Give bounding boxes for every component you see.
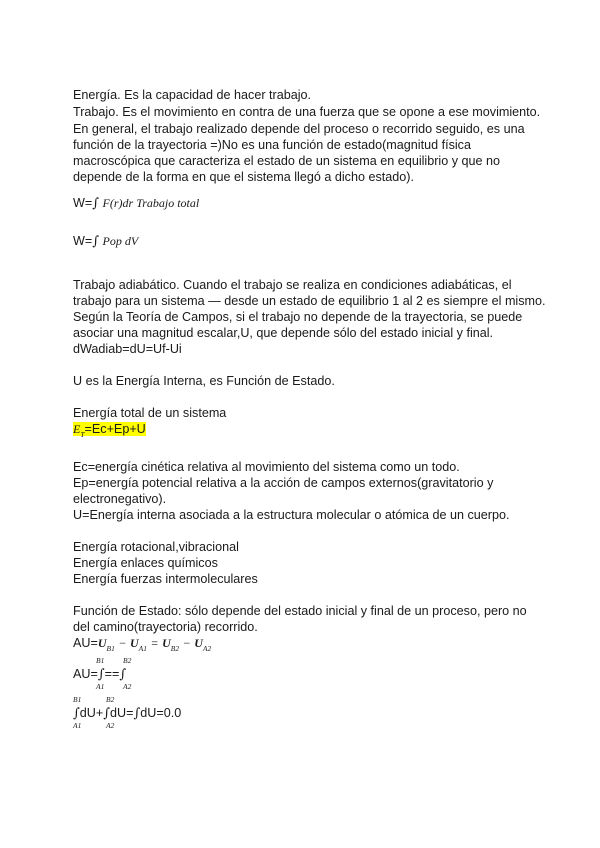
paragraph-general-line3: macroscópica que caracteriza el estado de un sistema en equilibrio y que no	[73, 154, 501, 168]
paragraph-energia: Energía. Es la capacidad de hacer trabajo.	[73, 88, 312, 102]
paragraph-general-line4: depende de la forma en que el sistema llegó a dicho estado).	[73, 170, 414, 184]
paragraph-adiabatico-line4: asociar una magnitud escalar,U, que depende sólo del estado inicial y final.	[73, 326, 494, 340]
paragraph-trabajo: Trabajo. Es el movimiento en contra de una fuerza que se opone a ese movimiento.	[73, 105, 541, 119]
formula-et-rhs: =Ec+Ep+U	[84, 422, 146, 436]
paragraph-u-def: U=Energía interna asociada a la estructura molecular o atómica de un cuerpo.	[73, 508, 510, 522]
paragraph-general-line1: En general, el trabajo realizado depende del proceso o recorrido seguido, es una	[73, 122, 525, 136]
paragraph-energia-total: Energía total de un sistema	[73, 406, 227, 420]
integral-sign: ∫	[92, 234, 100, 249]
paragraph-ep-line1: Ep=energía potencial relativa a la acción de campos externos(gravitatorio y	[73, 476, 494, 490]
formula-au1-lhs: AU=	[73, 636, 98, 650]
list-item-rotacional: Energía rotacional,vibracional	[73, 540, 239, 554]
limit-lower-a1: A1	[73, 721, 82, 730]
formula-du-eq: dU=	[110, 706, 134, 720]
highlighted-formula	[73, 422, 146, 439]
minus-sign: −	[182, 636, 191, 650]
minus-sign: −	[118, 636, 127, 650]
integral-sign: ∫	[119, 667, 127, 682]
paragraph-ep-line2: electronegativo).	[73, 492, 167, 506]
integral-sign: ∫	[133, 706, 141, 721]
paragraph-general-line2: función de la trayectoria =)No es una función de estado(magnitud física	[73, 138, 471, 152]
list-item-fuerzas: Energía fuerzas intermoleculares	[73, 572, 258, 586]
paragraph-adiabatico-line5: dWadiab=dU=Uf-Ui	[73, 342, 182, 356]
formula-w2-lhs: W=	[73, 234, 93, 248]
formula-au2-mid: ==	[104, 667, 120, 681]
integral-sign: ∫	[103, 706, 111, 721]
paragraph-adiabatico-line3: Según la Teoría de Campos, si el trabajo no depende de la trayectoria, se puede	[73, 310, 523, 324]
subscript-b1: B1	[106, 644, 115, 653]
formula-au2-lhs: AU=	[73, 667, 98, 681]
equals-sign: =	[150, 636, 159, 650]
formula-work-total	[73, 195, 199, 212]
formula-work-pdv	[73, 233, 138, 250]
paragraph-adiabatico-line1: Trabajo adiabático. Cuando el trabajo se realiza en condiciones adiabáticas, el	[73, 278, 512, 292]
formula-delta-u-integrals	[73, 666, 126, 683]
subscript-b2: B2	[170, 644, 180, 653]
limit-upper-b1: B1	[73, 695, 82, 704]
symbol-u: U	[162, 636, 171, 650]
paragraph-u-interna: U es la Energía Interna, es Función de Estado.	[73, 374, 335, 388]
limit-lower-a2: A2	[106, 721, 115, 730]
limit-lower-a2: A2	[123, 682, 132, 691]
limit-upper-b2: B2	[106, 695, 115, 704]
formula-w1-lhs: W=	[73, 196, 93, 210]
formula-w2-rhs: Pop dV	[102, 234, 139, 248]
formula-du-zero: dU=0.0	[140, 706, 182, 720]
formula-du-plus: dU+	[79, 706, 104, 720]
integral-sign: ∫	[73, 706, 80, 721]
integral-sign: ∫	[92, 196, 100, 211]
paragraph-funcion-line1: Función de Estado: sólo depende del estado inicial y final de un proceso, pero no	[73, 604, 527, 618]
limit-upper-b1: B1	[96, 656, 105, 665]
formula-closed-integral	[73, 705, 181, 722]
limit-upper-b2: B2	[123, 656, 132, 665]
formula-et-subscript: T	[80, 430, 85, 439]
list-item-enlaces: Energía enlaces químicos	[73, 556, 218, 570]
integral-sign: ∫	[97, 667, 105, 682]
paragraph-funcion-line2: del camino(trayectoria) recorrido.	[73, 620, 258, 634]
subscript-a1: A1	[138, 644, 147, 653]
limit-lower-a1: A1	[96, 682, 105, 691]
symbol-u: U	[97, 636, 107, 650]
symbol-u: U	[129, 636, 139, 650]
formula-energy-total	[73, 421, 146, 439]
formula-w1-rhs: F(r)dr Trabajo total	[102, 196, 200, 210]
paragraph-ec: Ec=energía cinética relativa al movimiento del sistema como un todo.	[73, 460, 460, 474]
formula-et-symbol: E	[73, 422, 81, 436]
paragraph-adiabatico-line2: trabajo para un sistema — desde un estado de equilibrio 1 al 2 es siempre el mismo.	[73, 294, 546, 308]
formula-delta-u	[73, 635, 211, 653]
subscript-a2: A2	[202, 644, 212, 653]
symbol-u: U	[194, 636, 203, 650]
